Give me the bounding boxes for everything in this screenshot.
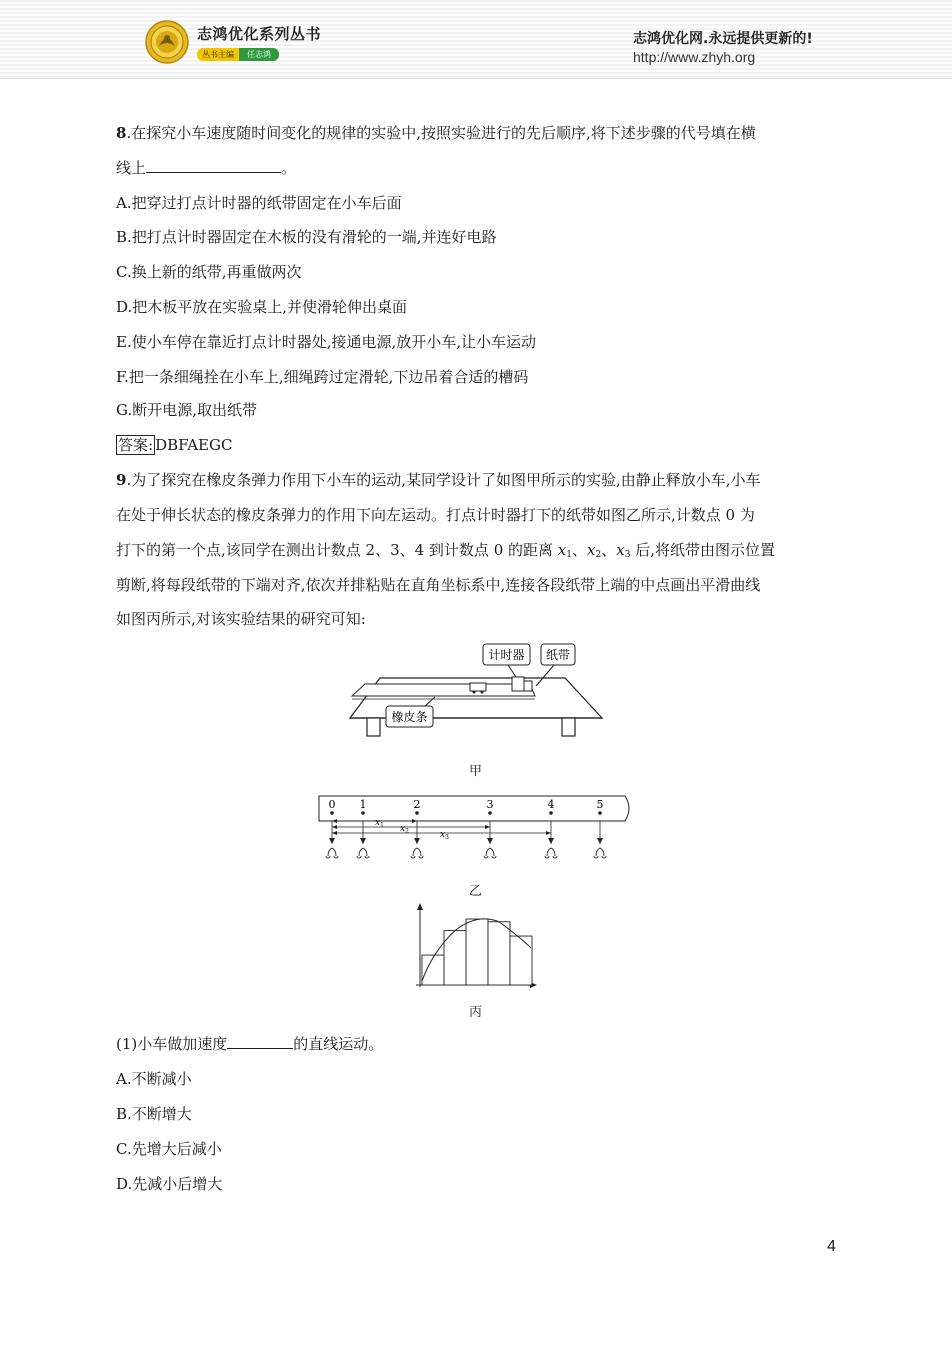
var-x3-sub: 3 xyxy=(624,550,631,560)
q9-sub1-option-a: A.不断减小 xyxy=(116,1070,192,1088)
tape-point-label: 3 xyxy=(486,798,494,811)
q8-option-b: B.把打点计时器固定在木板的没有滑轮的一端,并连好电路 xyxy=(116,228,497,246)
scissors-icon xyxy=(357,848,369,858)
q8-stem-text2: 线上 xyxy=(116,159,147,177)
tape-dot xyxy=(415,811,419,815)
scissors-icon xyxy=(545,848,557,858)
q9-sub1-option-d: D.先减小后增大 xyxy=(116,1175,223,1193)
answer-label: 答案: xyxy=(118,436,154,454)
figure-yi-tape xyxy=(315,788,635,863)
caption-jia: 甲 xyxy=(469,764,483,779)
tape-point-label: 0 xyxy=(328,798,336,811)
q8-option-g: G.断开电源,取出纸带 xyxy=(116,401,257,419)
q8-option-e: E.使小车停在靠近打点计时器处,接通电源,放开小车,让小车运动 xyxy=(116,333,537,351)
separator-1: 、 xyxy=(572,541,588,559)
tape-point-label: 5 xyxy=(596,798,604,811)
distance-arrow xyxy=(332,831,337,835)
caption-bing: 丙 xyxy=(469,1005,483,1020)
q8-stem-end: 。 xyxy=(281,159,297,177)
q8-option-d: D.把木板平放在实验桌上,并使滑轮伸出桌面 xyxy=(116,298,408,316)
q9-stem-text3a: 打下的第一个点,该同学在测出计数点 2、3、4 到计数点 0 的距离 xyxy=(116,541,558,559)
var-x1-sub: 1 xyxy=(566,550,572,560)
wood-board xyxy=(352,684,535,696)
q8-number: 8 xyxy=(116,124,127,142)
histogram-bar xyxy=(422,955,444,985)
tape-dot xyxy=(598,811,602,815)
q9-stem-line5: 如图丙所示,对该实验结果的研究可知: xyxy=(116,610,366,628)
label-rubber: 橡皮条 xyxy=(391,710,428,724)
cut-arrow xyxy=(414,838,420,844)
q9-stem-text3b: 后,将纸带由图示位置 xyxy=(630,541,775,559)
scissors-icon xyxy=(594,848,606,858)
q8-answer: DBFAEGC xyxy=(155,436,233,454)
distance-label: $x_1$ xyxy=(375,818,384,829)
tape-point-label: 4 xyxy=(547,798,555,811)
tape-dot xyxy=(488,811,492,815)
cart xyxy=(470,683,486,691)
q8-stem-line2 xyxy=(116,158,296,178)
q9-sub1-option-b: B.不断增大 xyxy=(116,1105,192,1123)
distance-arrow xyxy=(546,831,551,835)
table-leg-left xyxy=(367,718,380,736)
figure-bing-histogram xyxy=(410,903,540,991)
distance-label: $x_2$ xyxy=(400,824,409,835)
editor-tag-name: 任志鸿 xyxy=(239,48,279,61)
editor-tag-label: 丛书主编 xyxy=(197,48,239,61)
q9-number: 9 xyxy=(116,471,127,489)
q8-option-a: A.把穿过打点计时器的纸带固定在小车后面 xyxy=(116,194,402,212)
header-slogan: 志鸿优化网.永远提供更新的! xyxy=(633,31,813,47)
q8-stem-text1: .在探究小车速度随时间变化的规律的实验中,按照实验进行的先后顺序,将下述步骤的代号填在横 xyxy=(126,124,756,142)
figure-jia-apparatus xyxy=(340,640,610,745)
editor-tags xyxy=(197,48,279,61)
cut-arrow xyxy=(329,838,335,844)
q9-sub1-blank[interactable] xyxy=(227,1034,293,1049)
tape-dot xyxy=(330,811,334,815)
label-timer: 计时器 xyxy=(488,648,525,662)
header-divider xyxy=(0,78,952,79)
tape-point-label: 1 xyxy=(359,798,367,811)
q8-stem-line1 xyxy=(116,123,756,143)
cut-arrow xyxy=(487,838,493,844)
cut-arrow xyxy=(597,838,603,844)
q9-stem-text1: .为了探究在橡皮条弹力作用下小车的运动,某同学设计了如图甲所示的实验,由静止释放小车,小车 xyxy=(126,471,761,489)
histogram-bar xyxy=(510,936,532,985)
histogram-bar xyxy=(466,919,488,985)
page-number: 4 xyxy=(827,1238,836,1255)
tape-dot xyxy=(549,811,553,815)
series-title: 志鸿优化系列丛书 xyxy=(197,25,322,43)
var-x1: x xyxy=(557,541,567,559)
cut-arrow xyxy=(360,838,366,844)
label-tape: 纸带 xyxy=(545,648,571,662)
q8-option-f: F.把一条细绳拴在小车上,细绳跨过定滑轮,下边吊着合适的槽码 xyxy=(116,368,529,386)
q9-stem-line3 xyxy=(116,540,775,565)
q8-answer-blank[interactable] xyxy=(146,158,281,173)
tape-point-label: 2 xyxy=(413,798,421,811)
cut-arrow xyxy=(548,838,554,844)
page-header xyxy=(0,0,952,80)
var-x2-sub: 2 xyxy=(595,550,602,560)
caption-yi: 乙 xyxy=(469,884,483,899)
table-leg-right xyxy=(562,718,575,736)
scissors-icon xyxy=(484,848,496,858)
q9-stem-line4: 剪断,将每段纸带的下端对齐,依次并排粘贴在直角坐标系中,连接各段纸带上端的中点画出平滑曲线 xyxy=(116,576,761,594)
scissors-icon xyxy=(411,848,423,858)
q9-sub1-stem xyxy=(116,1034,383,1054)
distance-label: $x_3$ xyxy=(440,830,449,841)
q8-option-c: C.换上新的纸带,再重做两次 xyxy=(116,263,302,281)
separator-2: 、 xyxy=(601,541,617,559)
distance-arrow xyxy=(485,825,490,829)
q9-sub1-prefix: (1)小车做加速度 xyxy=(116,1035,228,1053)
scissors-icon xyxy=(326,848,338,858)
histogram-bar xyxy=(488,922,510,985)
q9-stem-line1 xyxy=(116,470,761,490)
var-x2: x xyxy=(587,541,596,559)
var-x3: x xyxy=(616,541,625,559)
timer-device xyxy=(512,677,524,691)
q9-stem-line2: 在处于伸长状态的橡皮条弹力的作用下向左运动。打点计时器打下的纸带如图乙所示,计数点 0 为 xyxy=(116,506,755,524)
distance-arrow xyxy=(332,825,337,829)
tape-dot xyxy=(361,811,365,815)
q8-answer-line xyxy=(116,435,232,455)
publisher-logo-icon xyxy=(145,20,189,64)
header-url[interactable]: http://www.zhyh.org xyxy=(633,49,756,65)
q9-sub1-option-c: C.先增大后减小 xyxy=(116,1140,222,1158)
q9-sub1-suffix: 的直线运动。 xyxy=(293,1035,384,1053)
